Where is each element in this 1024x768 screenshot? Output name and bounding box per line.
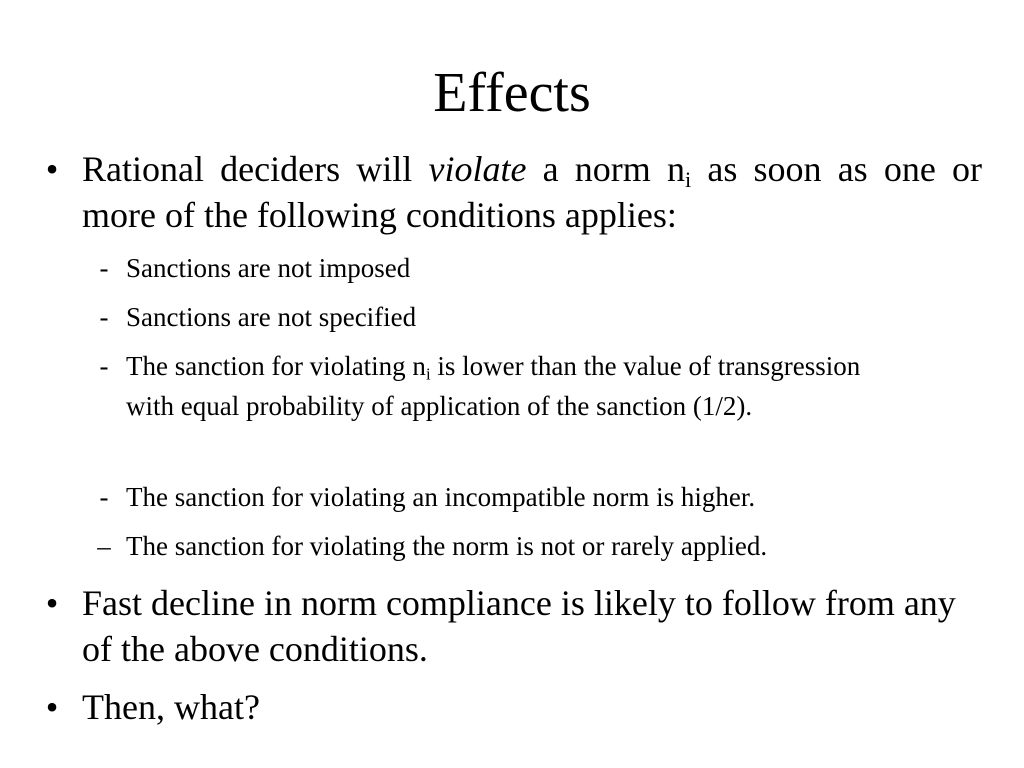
bullet-text-part: Rational deciders will	[82, 149, 429, 189]
subscript: i	[684, 167, 692, 193]
bullet-emphasis: violate	[428, 149, 527, 189]
bullet-marker: •	[45, 687, 59, 727]
bullet-fast-decline	[45, 580, 982, 672]
slide-title: Effects	[433, 62, 591, 124]
bullet-marker: •	[45, 149, 59, 189]
subitem-not-imposed	[99, 248, 896, 288]
subitem-text: is lower than the value of transgression with equal probability of application of the sanction (1/2).	[126, 351, 861, 421]
subitem-not-specified	[99, 297, 896, 337]
subitem-text: The sanction for violating n	[126, 351, 426, 381]
bullet-text-part: a norm n	[526, 149, 685, 189]
bullet-marker: •	[45, 583, 59, 623]
bullet-rational-deciders	[45, 146, 983, 238]
subitem-text: The sanction for violating an incompatible norm is higher.	[126, 482, 756, 512]
bullet-text-part: as soon as one or more of the following conditions applies:	[82, 149, 983, 235]
bullet-text: Then, what?	[82, 687, 260, 727]
subitem-text: Sanctions are not specified	[126, 302, 417, 332]
subitem-sanction-lower	[99, 346, 896, 426]
subitem-text: Sanctions are not imposed	[126, 253, 411, 283]
subscript: i	[425, 364, 431, 384]
dash-marker: -	[99, 302, 109, 332]
subitem-rarely-applied	[97, 526, 896, 566]
bullet-text: Fast decline in norm compliance is likely to follow from any of the above conditions.	[82, 583, 956, 669]
dash-marker: –	[97, 531, 111, 561]
bullet-then-what	[45, 684, 982, 730]
subitem-text: The sanction for violating the norm is not or rarely applied.	[126, 531, 768, 561]
dash-marker: -	[99, 482, 109, 512]
dash-marker: -	[99, 253, 109, 283]
dash-marker: -	[99, 351, 109, 381]
subitem-incompatible-norm	[99, 477, 896, 517]
